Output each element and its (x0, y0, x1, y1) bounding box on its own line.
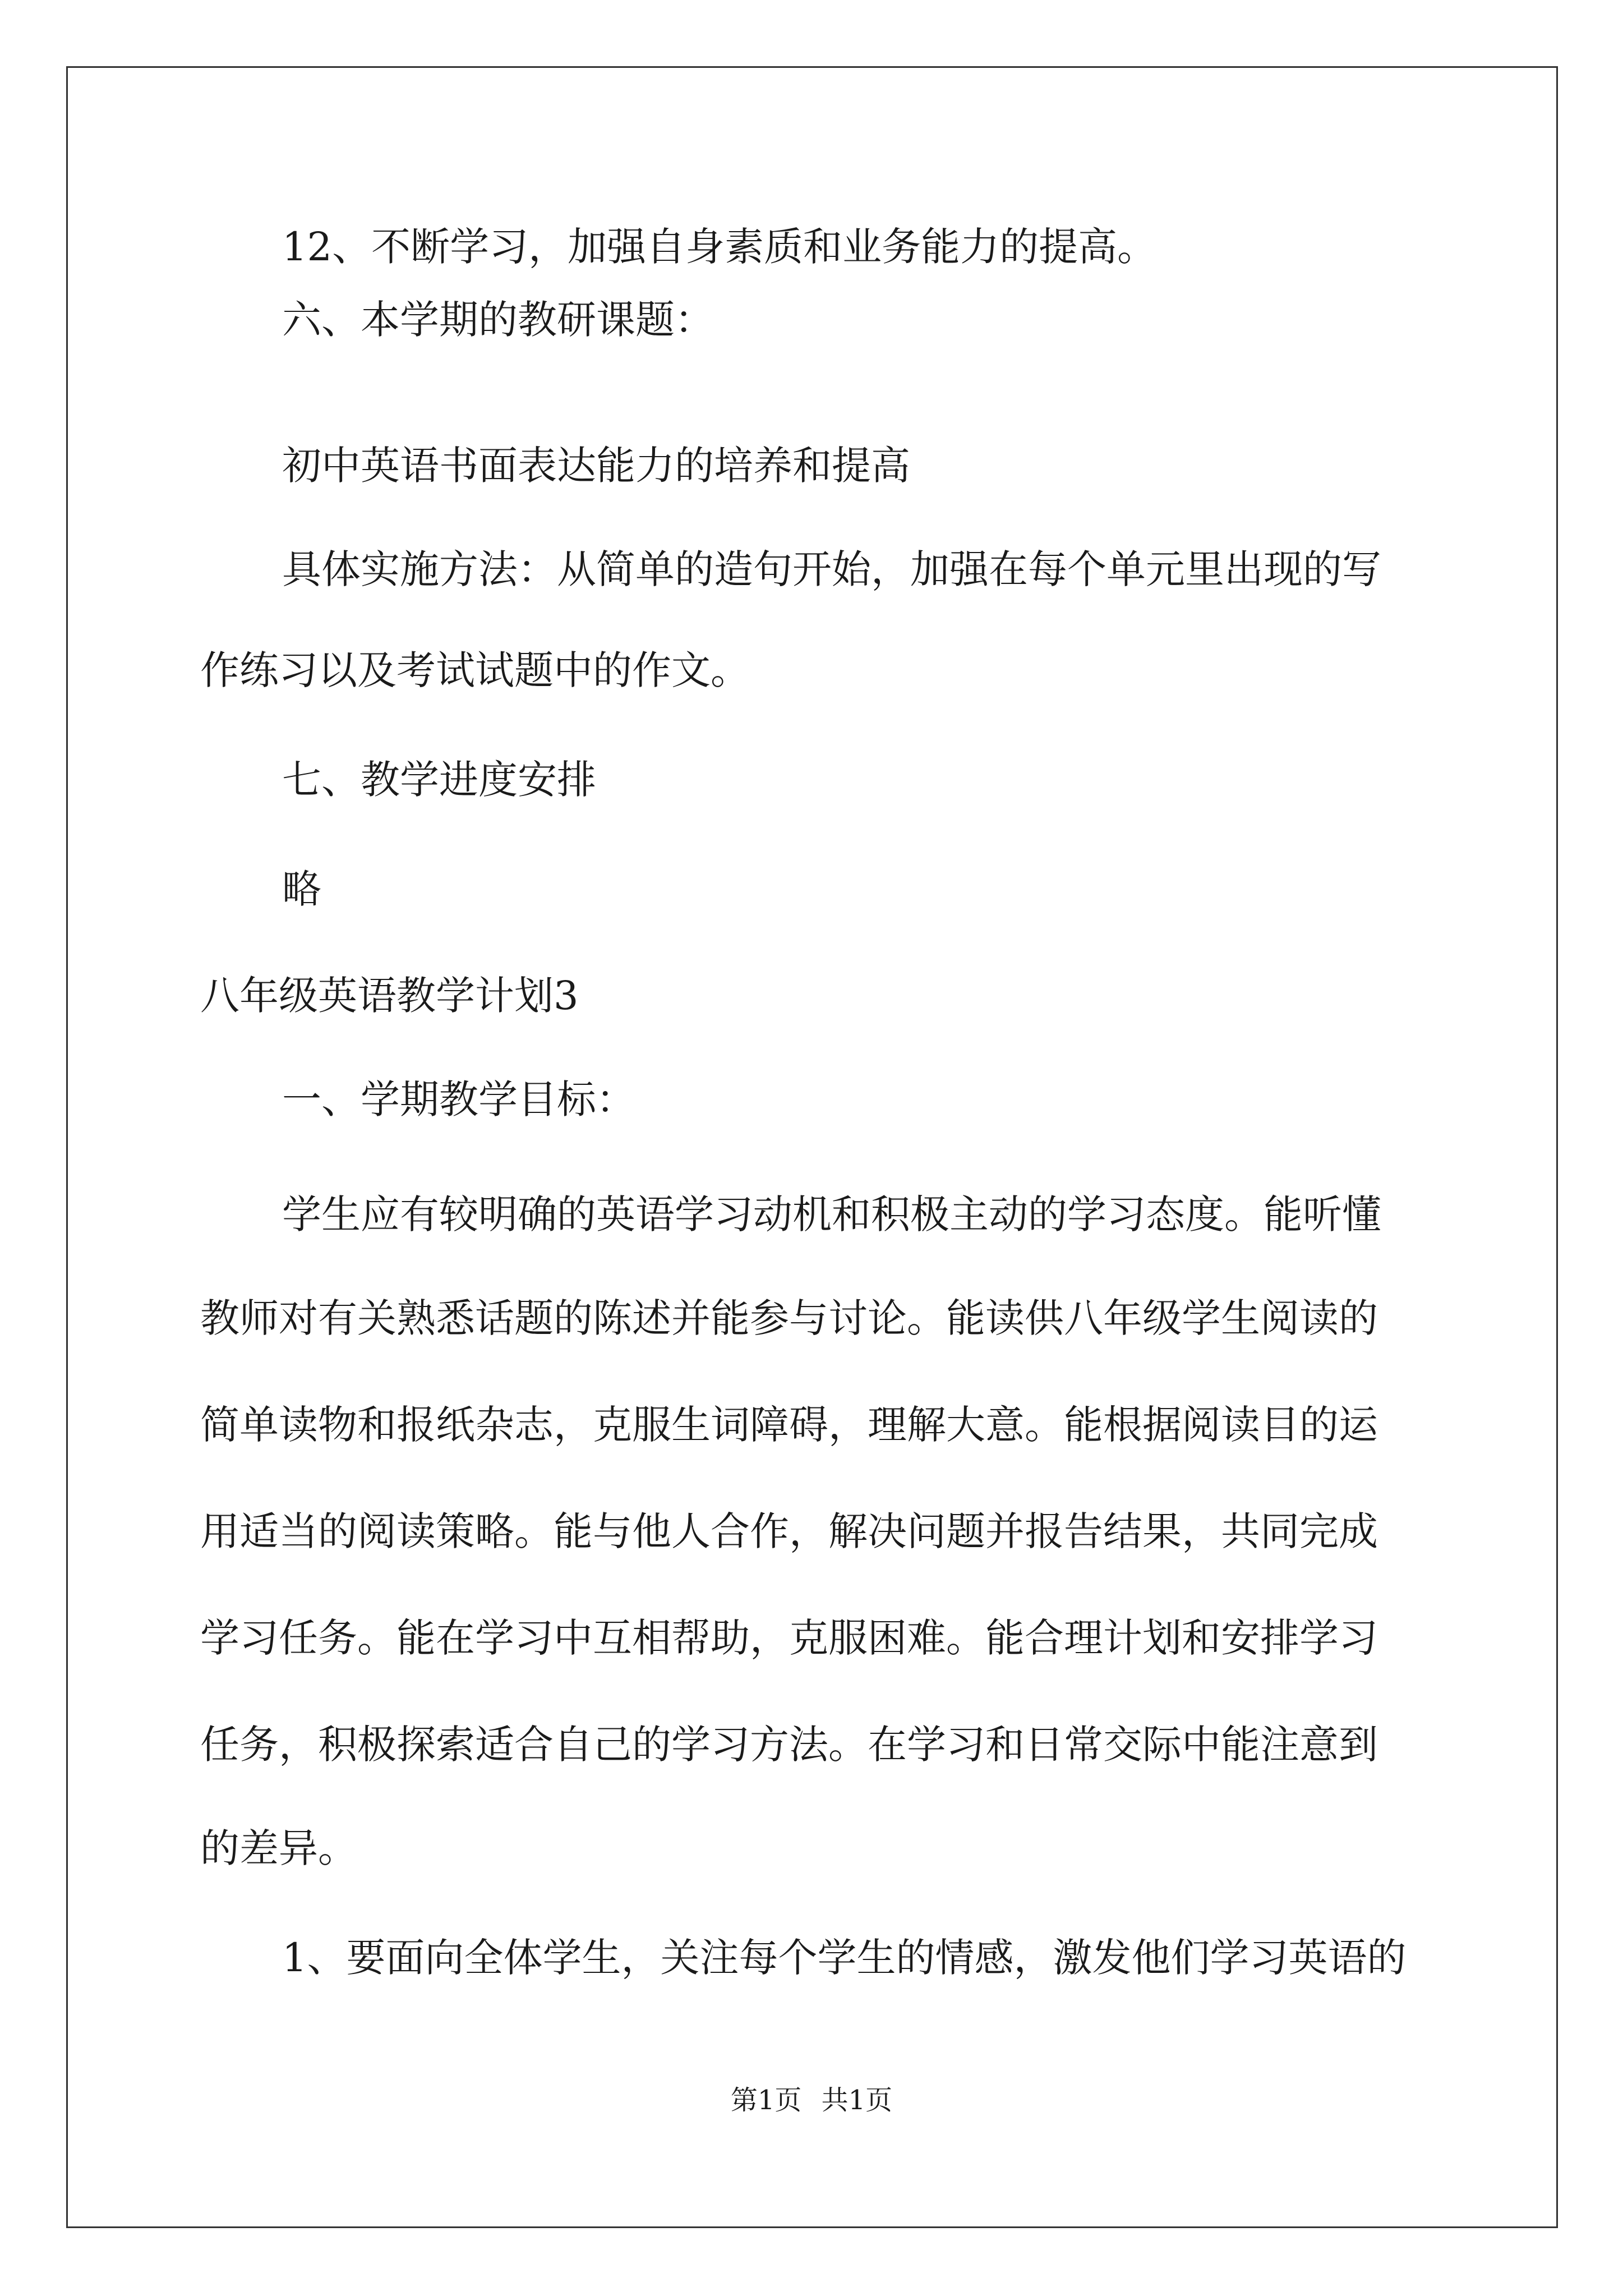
paragraph-line: 1、要面向全体学生，关注每个学生的情感，激发他们学习英语的 (282, 1935, 1407, 1981)
page-total: 共1页 (821, 2085, 893, 2116)
paragraph-line: 具体实施方法：从简单的造句开始，加强在每个单元里出现的写 (282, 546, 1381, 592)
page-number: 第1页 (730, 2085, 802, 2116)
paragraph-line: 略 (282, 866, 321, 912)
section-heading: 六、本学期的教研课题： (282, 297, 714, 343)
document-title: 八年级英语教学计划3 (200, 973, 579, 1019)
section-heading: 七、教学进度安排 (282, 757, 596, 803)
paragraph-line: 作练习以及考试试题中的作文。 (200, 647, 750, 693)
paragraph-line: 的差异。 (200, 1825, 357, 1871)
page-footer (0, 2083, 1623, 2117)
paragraph-line: 用适当的阅读策略。能与他人合作，解决问题并报告结果，共同完成 (200, 1508, 1378, 1554)
paragraph-line: 简单读物和报纸杂志，克服生词障碍，理解大意。能根据阅读目的运 (200, 1402, 1378, 1448)
section-heading: 一、学期教学目标： (282, 1076, 635, 1122)
paragraph-line: 12、不断学习，加强自身素质和业务能力的提高。 (282, 224, 1157, 270)
paragraph-line: 初中英语书面表达能力的培养和提高 (282, 443, 910, 489)
page-border (66, 66, 1558, 2228)
paragraph-line: 学生应有较明确的英语学习动机和积极主动的学习态度。能听懂 (282, 1191, 1381, 1237)
paragraph-line: 任务，积极探索适合自己的学习方法。在学习和日常交际中能注意到 (200, 1722, 1378, 1768)
paragraph-line: 学习任务。能在学习中互相帮助，克服困难。能合理计划和安排学习 (200, 1615, 1378, 1661)
paragraph-line: 教师对有关熟悉话题的陈述并能参与讨论。能读供八年级学生阅读的 (200, 1295, 1378, 1341)
